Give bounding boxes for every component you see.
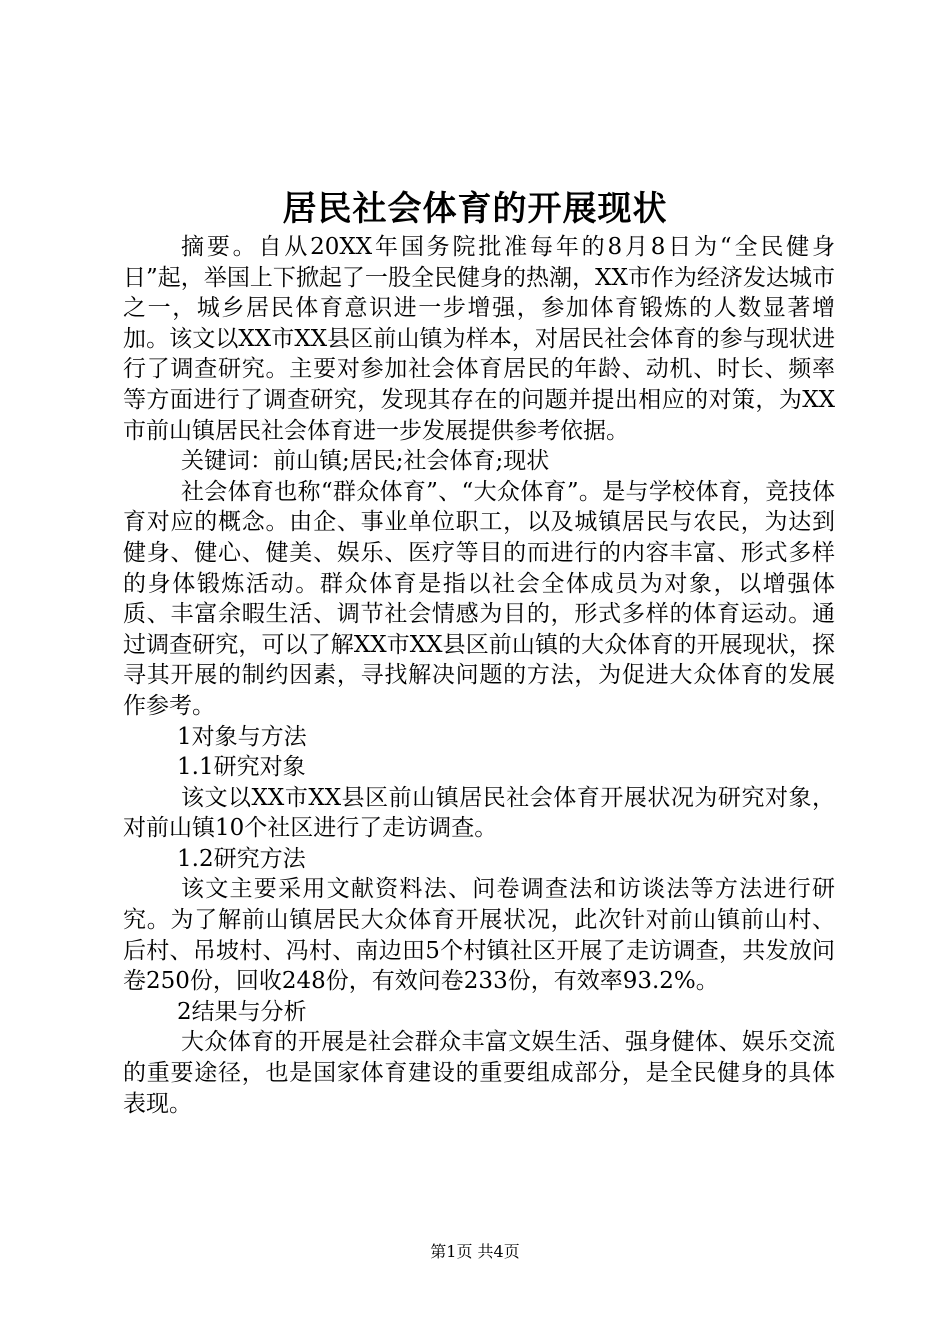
keywords-line: 关键词：前山镇;居民;社会体育;现状 — [181, 448, 550, 475]
subsection-heading-1-1: 1.1研究对象 — [177, 754, 306, 781]
research-method-paragraph: 该文主要采用文献资料法、问卷调查法和访谈法等方法进行研究。为了解前山镇居民大众体育开展状况，此次针对前山镇前山村、后村、吊坡村、冯村、南边田5个村镇社区开展了走访调查，共发放问卷250份，回收248份，有效问卷233份，有效率93.2%。 — [123, 876, 835, 995]
page-footer: 第1页 共4页 — [430, 1242, 520, 1261]
document-title: 居民社会体育的开展现状 — [282, 189, 668, 229]
subsection-heading-1-2: 1.2研究方法 — [177, 845, 306, 872]
section-heading-1: 1对象与方法 — [177, 723, 307, 750]
document-body — [123, 232, 835, 1119]
section-heading-2: 2结果与分析 — [177, 998, 307, 1025]
abstract-paragraph: 摘要。自从20XX年国务院批准每年的8月8日为“全民健身日”起，举国上下掀起了一股全民健身的热潮，XX市作为经济发达城市之一，城乡居民体育意识进一步增强，参加体育锻炼的人数显著增加。该文以XX市XX县区前山镇为样本，对居民社会体育的参与现状进行了调查研究。主要对参加社会体育居民的年龄、动机、时长、频率等方面进行了调查研究，发现其存在的问题并提出相应的对策，为XX市前山镇居民社会体育进一步发展提供参考依据。 — [123, 234, 835, 444]
results-paragraph: 大众体育的开展是社会群众丰富文娱生活、强身健体、娱乐交流的重要途径，也是国家体育建设的重要组成部分，是全民健身的具体表现。 — [123, 1029, 835, 1117]
research-object-paragraph: 该文以XX市XX县区前山镇居民社会体育开展状况为研究对象，对前山镇10个社区进行了走访调查。 — [123, 784, 835, 842]
intro-paragraph: 社会体育也称“群众体育”、“大众体育”。是与学校体育，竞技体育对应的概念。由企、事业单位职工，以及城镇居民与农民，为达到健身、健心、健美、娱乐、医疗等目的而进行的内容丰富、形式多样的身体锻炼活动。群众体育是指以社会全体成员为对象，以增强体质、丰富余暇生活、调节社会情感为目的，形式多样的体育运动。通过调查研究，可以了解XX市XX县区前山镇的大众体育的开展现状，探寻其开展的制约因素，寻找解决问题的方法，为促进大众体育的发展作参考。 — [123, 478, 835, 719]
